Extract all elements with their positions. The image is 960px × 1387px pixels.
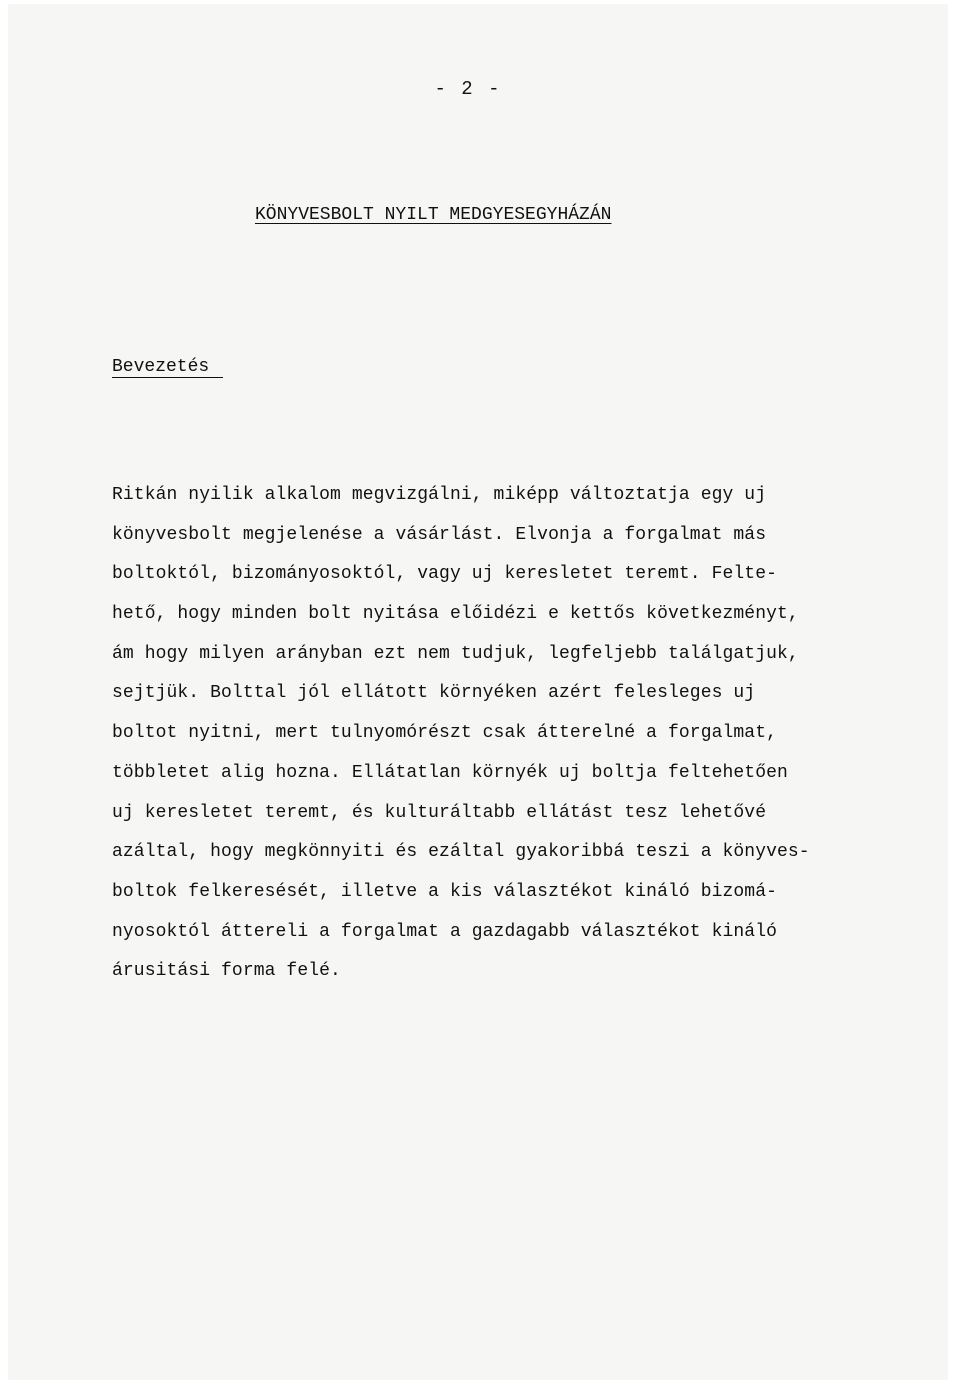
document-page xyxy=(8,4,948,1380)
paragraph-line: boltok felkeresését, illetve a kis választékot kináló bizomá- xyxy=(112,881,778,902)
section-heading: Bevezetés xyxy=(112,357,223,378)
paragraph-line: ám hogy milyen arányban ezt nem tudjuk, legfeljebb találgatjuk, xyxy=(112,643,799,664)
paragraph-line: sejtjük. Bolttal jól ellátott környéken azért felesleges uj xyxy=(112,683,756,704)
paragraph-line: hető, hogy minden bolt nyitása előidézi e kettős következményt, xyxy=(112,604,799,625)
paragraph-line: könyvesbolt megjelenése a vásárlást. Elvonja a forgalmat más xyxy=(112,524,767,545)
paragraph-line: boltot nyitni, mert tulnyomórészt csak átterelné a forgalmat, xyxy=(112,723,778,744)
body-paragraph xyxy=(112,481,912,997)
paragraph-line: boltoktól, bizományosoktól, vagy uj keresletet teremt. Felte- xyxy=(112,564,778,585)
paragraph-line: árusitási forma felé. xyxy=(112,961,341,982)
paragraph-line: Ritkán nyilik alkalom megvizgálni, miképp változtatja egy uj xyxy=(112,485,767,505)
document-title: KÖNYVESBOLT NYILT MEDGYESEGYHÁZÁN xyxy=(255,205,612,225)
paragraph-line: többletet alig hozna. Ellátatlan környék uj boltja feltehetően xyxy=(112,762,788,783)
page-number: - 2 - xyxy=(434,78,502,100)
paragraph-line: azáltal, hogy megkönnyiti és ezáltal gyakoribbá teszi a könyves- xyxy=(112,842,810,863)
paragraph-line: nyosoktól áttereli a forgalmat a gazdagabb választékot kináló xyxy=(112,921,778,942)
paragraph-line: uj keresletet teremt, és kulturáltabb ellátást tesz lehetővé xyxy=(112,802,767,823)
